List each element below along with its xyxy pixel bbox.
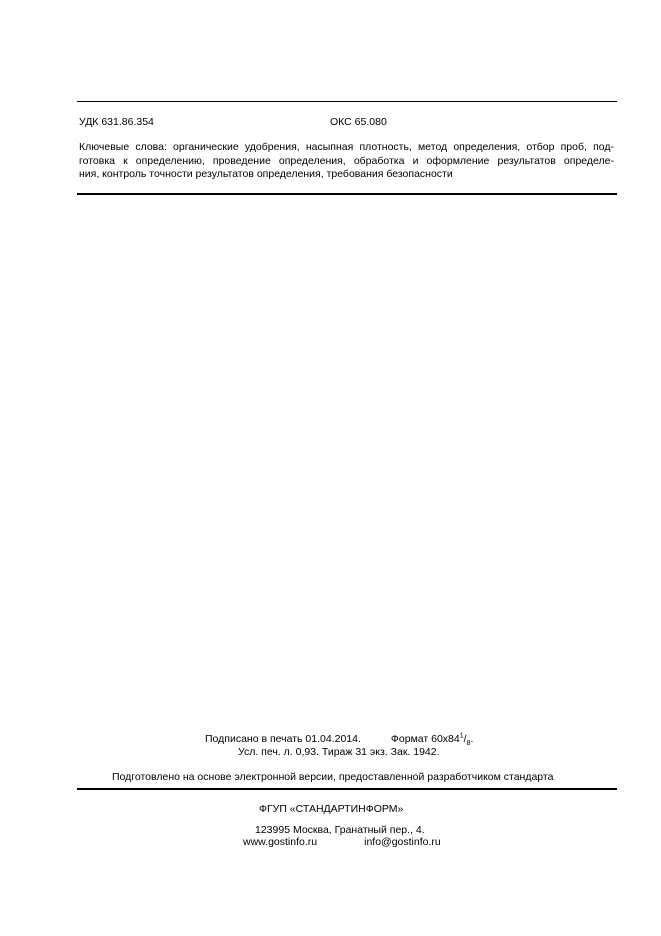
keywords-line: Ключевые слова: органические удобрения, насыпная плотность, метод определения, отбор проб, под- [79, 141, 614, 153]
format-slash: / [463, 733, 467, 745]
format-denominator: 8 [466, 740, 471, 748]
format-prefix: Формат 60х84 [390, 733, 460, 745]
keywords-line: ния, контроль точности результатов определения, требования безопасности [79, 168, 453, 180]
publisher-address: 123995 Москва, Гранатный пер., 4. [255, 824, 425, 836]
imprint-details: Усл. печ. л. 0,93. Тираж 31 экз. Зак. 1942. [238, 746, 440, 758]
publisher-name: ФГУП «СТАНДАРТИНФОРМ» [259, 803, 404, 815]
udk-code: УДК 631.86.354 [79, 116, 154, 128]
prepared-note: Подготовлено на основе электронной версии, предоставленной разработчиком стандарта [112, 771, 554, 783]
footer-divider [77, 788, 617, 790]
keywords-line: готовка к определению, проведение определения, обработка и оформление результатов определе- [79, 154, 614, 167]
signed-date: Подписано в печать 01.04.2014. [205, 733, 361, 745]
oks-code: ОКС 65.080 [330, 116, 387, 128]
website-link[interactable]: www.gostinfo.ru [243, 836, 318, 848]
format-suffix: . [470, 733, 474, 745]
publisher-contacts [243, 836, 441, 848]
email-link[interactable]: info@gostinfo.ru [364, 836, 441, 848]
format-numerator: 1 [459, 732, 464, 740]
top-divider [77, 101, 617, 102]
keywords-bottom-divider [77, 193, 617, 195]
keywords-block [79, 141, 614, 182]
imprint-signed-format [205, 732, 474, 748]
